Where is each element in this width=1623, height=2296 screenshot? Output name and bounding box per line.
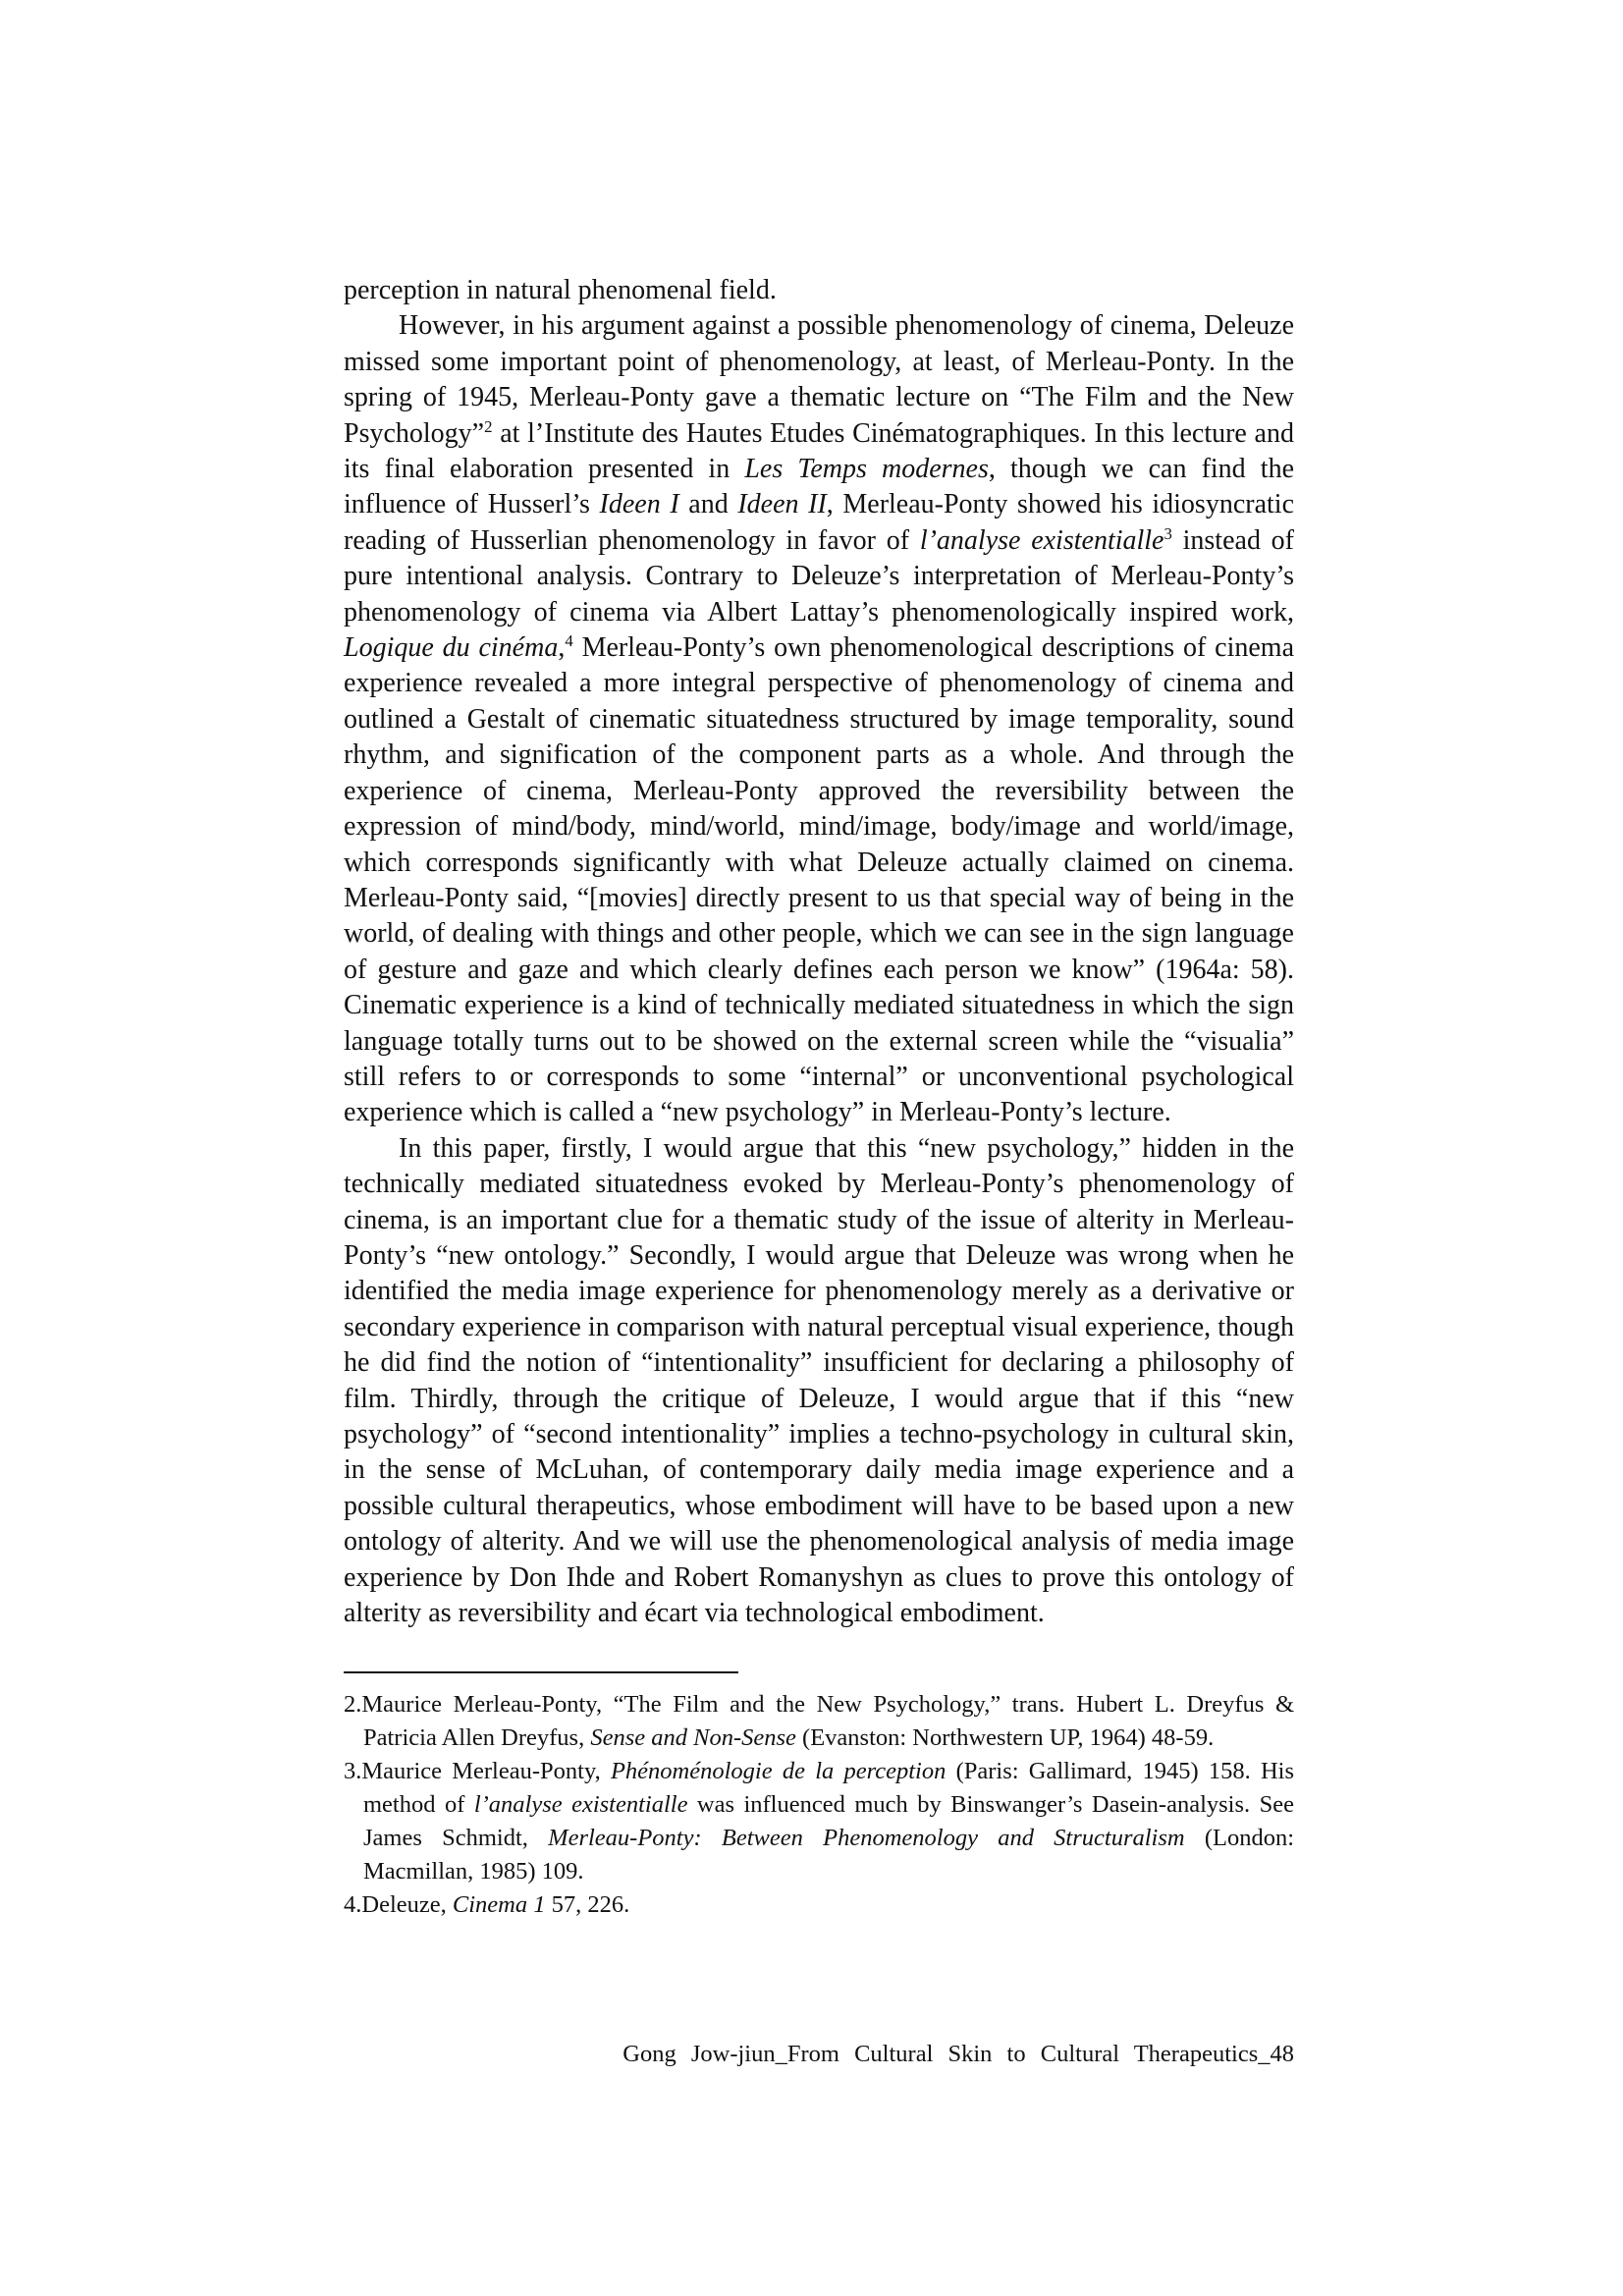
footnote-separator	[344, 1671, 738, 1673]
text-run: instead of pure intentional analysis. Contrary to Deleuze’s interpretation of Merleau-Ponty’s phenomenology of cinema via Albert Lattay’s phenomenologically inspired work,	[344, 524, 1295, 628]
body-paragraph	[344, 308, 1294, 1130]
text-run: However, in his argument against a possible phenomenology of cinema, Deleuze missed some important point of phenomenology, at least, of Merleau-Ponty. In the spring of 1945, Merleau-Ponty gave a thematic lecture on “The Film and the New Psychology”	[344, 310, 1294, 449]
italic-title: Logique du cinéma	[344, 632, 559, 664]
footnote-text: 57, 226.	[545, 1891, 630, 1919]
italic-title: Cinema 1	[452, 1891, 546, 1919]
footnote	[344, 1755, 1294, 1888]
italic-term: l’analyse existentialle	[473, 1791, 688, 1819]
footnote	[344, 1888, 1294, 1922]
body-paragraph	[344, 1131, 1294, 1632]
page-content	[344, 273, 1294, 1922]
footnote-number: 3.	[344, 1758, 362, 1785]
footnote-number: 2.	[344, 1691, 362, 1719]
text-run: , Merleau-Ponty showed his idiosyncratic reading of Husserlian phenomenology in favor of	[344, 489, 1294, 556]
footnote-ref: 4	[565, 630, 573, 650]
text-run: , though we can find the influence of Husserl’s	[344, 454, 1294, 520]
footnote-number: 4.	[344, 1891, 362, 1919]
footnotes	[344, 1688, 1294, 1922]
italic-title: Ideen II	[737, 489, 827, 520]
italic-term: l’analyse existentialle	[919, 524, 1164, 556]
text-run: at l’Institute des Hautes Etudes Cinématographiques. In this lecture and its final elaboration presented in	[344, 417, 1294, 485]
italic-title: Sense and Non-Sense	[590, 1724, 796, 1752]
italic-title: Phénoménologie de la perception	[610, 1758, 947, 1785]
text-run: In this paper, firstly, I would argue that this “new psychology,” hidden in the technically mediated situatedness evoked by Merleau-Ponty’s phenomenology of cinema, is an important clue for a thematic study of the issue of alterity in Merleau-Ponty’s “new ontology.” Secondly, I would argue that Deleuze was wrong when he identified the media image experience for phenomenology merely as a derivative or secondary experience in comparison with natural perceptual visual experience, though he did find the notion of “intentionality” insufficient for declaring a philosophy of film. Thirdly, through the critique of Deleuze, I would argue that if this “new psychology” of “second intentionality” implies a techno-psychology in cultural skin, in the sense of McLuhan, of contemporary daily media image experience and a possible cultural therapeutics, whose embodiment will have to be based upon a new ontology of alterity. And we will use the phenomenological analysis of media image experience by Don Ihde and Robert Romanyshyn as clues to prove this ontology of alterity as reversibility and écart via technological embodiment.	[344, 1132, 1294, 1629]
text-run: ,	[558, 632, 566, 664]
italic-title: Merleau-Ponty: Between Phenomenology and Structuralism	[548, 1825, 1185, 1852]
running-footer: Gong Jow-jiun_From Cultural Skin to Cultural Therapeutics_48	[622, 2041, 1294, 2067]
footnote-text: Deleuze,	[361, 1891, 453, 1919]
body-paragraph	[344, 273, 1294, 308]
footnote-text: (London: Macmillan, 1985) 109.	[363, 1825, 1295, 1886]
italic-title: Ideen I	[599, 489, 679, 520]
footnote	[344, 1688, 1294, 1755]
footnote-text: was influenced much by Binswanger’s Dasein-analysis. See James Schmidt,	[363, 1791, 1294, 1852]
text-run: perception in natural phenomenal field.	[344, 275, 777, 305]
footnote-text: (Paris: Gallimard, 1945) 158. His method of	[363, 1758, 1294, 1819]
text-run: and	[678, 489, 738, 520]
italic-title: Les Temps modernes	[744, 454, 989, 485]
footnote-ref: 3	[1163, 523, 1172, 543]
text-run: Merleau-Ponty’s own phenomenological descriptions of cinema experience revealed a more integral perspective of phenomenology of cinema and outlined a Gestalt of cinematic situatedness structured by image temporality, sound rhythm, and signification of the component parts as a whole. And through the experience of cinema, Merleau-Ponty approved the reversibility between the expression of mind/body, mind/world, mind/image, body/image and world/image, which corresponds significantly with what Deleuze actually claimed on cinema. Merleau-Ponty said, “[movies] directly present to us that special way of being in the world, of dealing with things and other people, which we can see in the sign language of gesture and gaze and which clearly defines each person we know” (1964a: 58). Cinematic experience is a kind of technically mediated situatedness in which the sign language totally turns out to be showed on the external screen while the “visualia” still refers to or corresponds to some “internal” or unconventional psychological experience which is called a “new psychology” in Merleau-Ponty’s lecture.	[344, 632, 1294, 1128]
footnote-text: (Evanston: Northwestern UP, 1964) 48-59.	[795, 1724, 1215, 1752]
footnote-ref: 2	[484, 416, 493, 436]
footnote-text: Maurice Merleau-Ponty,	[361, 1758, 611, 1785]
footnote-text: Maurice Merleau-Ponty, “The Film and the New Psychology,” trans. Hubert L. Dreyfus & Patricia Allen Dreyfus,	[361, 1691, 1294, 1752]
